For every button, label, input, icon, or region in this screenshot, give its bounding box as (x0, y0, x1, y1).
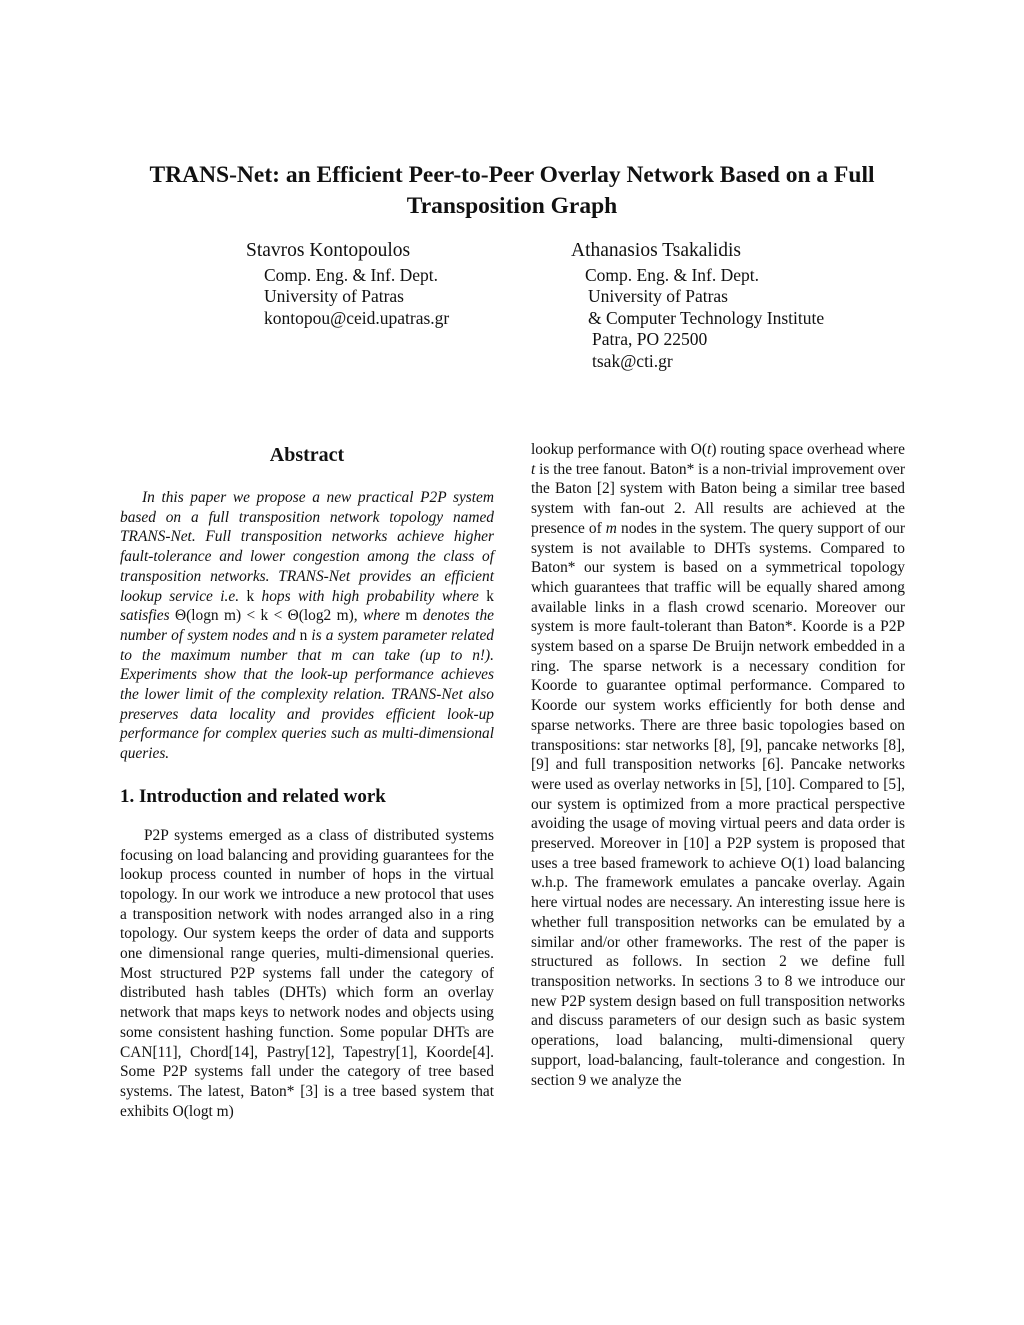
author-affiliation: & Computer Technology Institute (588, 307, 825, 328)
abstract-heading: Abstract (269, 444, 345, 466)
variable-k: k (246, 587, 255, 605)
lookup-formula: O(logt m) (172, 1102, 234, 1120)
author-affiliation: University of Patras (264, 286, 404, 306)
abstract-text: In this paper we propose a new practical P2P system based on a full transposition network topology named TRANS-Net. Full transposition networks achieve higher fault-tolerance and lower congestion among the class of transposition networks. TRANS-Net provides an efficient lookup service i.e. k hops with high probability where k satisfies Θ(logn m) < k < Θ(log2 m), where m denotes the number of system nodes and n is a system parameter related to the maximum number that m can take (up to n!). Experiments show that the look-up performance achieves the lower limit of the complexity relation. TRANS-Net also preserves data locality and provides efficient look-up performance for complex queries such as multi-dimensional queries. (120, 489, 494, 763)
author-block-1 (246, 240, 449, 329)
author-email: tsak@cti.gr (592, 350, 673, 371)
author-name: Athanasios Tsakalidis (571, 240, 741, 261)
intro-paragraph-continued: lookup performance with O(t) routing space overhead where t is the tree fanout. Baton* is a non-trivial improvement over the Baton [2] system with Baton being a similar tree based system with fan-out 2. All results are achieved at the presence of m nodes in the system. The query support of our system is not available to DHTs systems. Compared to Baton* our system is based on a symmetrical topology which guarantees that traffic will be equally shared among available links in a flash crowd scenario. Moreover our system is more fault-tolerant than Baton*. Koorde is a P2P system based on a sparse De Bruijn network embedded in a ring. The sparse network is a necessary condition for Koorde to guarantee optimal performance. Compared to Koorde our system works efficiently for both dense and sparse networks. There are three basic topologies based on transpositions: star networks [8], [9], pancake networks [8], [9] and full transposition networks [6]. Pancake networks were used as overlay networks in [5], [10]. Compared to [5], our system is optimized from a more practical perspective avoiding the usage of moving virtual peers and data order is preserved. Moreover in [10] a P2P system is proposed that uses a tree based framework to achieve O(1) load balancing w.h.p. The framework emulates a pancake overlay. Again here virtual nodes are necessary. An interesting issue here is whether full transposition networks can be emulated by a similar and/or other frameworks. The rest of the paper is structured as follows. In section 2 we define full transposition networks. In sections 3 to 8 we introduce our new P2P system design based on full transposition networks and discuss parameters of our design such as basic system operations, load balancing, multi-dimensional query support, load-balancing, fault-tolerance and congestion. In section 9 we analyze the (531, 441, 906, 1089)
author-affiliation: University of Patras (588, 286, 728, 306)
author-email: kontopou@ceid.upatras.gr (264, 307, 450, 328)
paper-title: TRANS-Net: an Efficient Peer-to-Peer Overlay Network Based on a Full Transposition Graph (149, 162, 875, 219)
author-name: Stavros Kontopoulos (246, 240, 411, 261)
author-address: Patra, PO 22500 (592, 329, 708, 349)
complexity-formula: Θ(logn m) < k < Θ(log2 m) (175, 607, 354, 625)
author-affiliation: Comp. Eng. & Inf. Dept. (585, 264, 760, 285)
section-heading: 1. Introduction and related work (120, 785, 386, 807)
right-column (531, 440, 905, 1090)
author-block-2 (571, 240, 824, 372)
variable-k: k (486, 587, 494, 605)
left-column (120, 440, 494, 1121)
author-affiliation: Comp. Eng. & Inf. Dept. (264, 264, 439, 285)
variable-m: m (405, 607, 418, 625)
variable-n: n (299, 626, 308, 644)
intro-paragraph: P2P systems emerged as a class of distributed systems focusing on load balancing and providing guarantees for the lookup process counted in number of hops in the virtual topology. In our work we introduce a new protocol that uses a transposition network with nodes arranged also in a ring topology. Our system keeps the order of data and supports one dimensional range queries, multi-dimensional queries. Most structured P2P systems fall under the category of distributed hash tables (DHTs) which form an overlay network that maps keys to network nodes and objects using some consistent hashing function. Some popular DHTs are CAN[11], Chord[14], Pastry[12], Tapestry[1], Koorde[4]. Some P2P systems fall under the category of tree based systems. The latest, Baton* [3] is a tree based system that exhibits O(logt m) (120, 826, 494, 1120)
